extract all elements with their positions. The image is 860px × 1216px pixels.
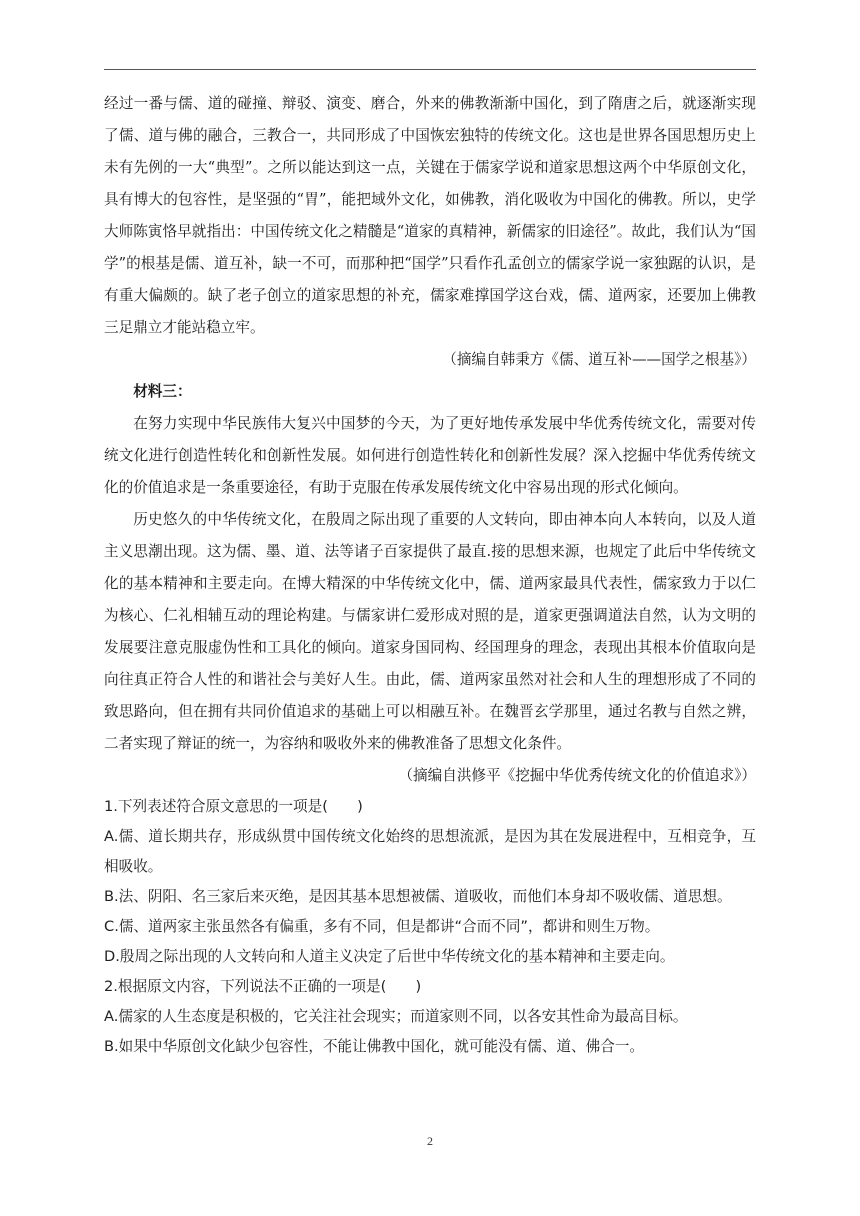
material3-source: （摘编自洪修平《挖掘中华优秀传统文化的价值追求》） (398, 767, 756, 784)
question-1-stem: 1.下列表述符合原文意思的一项是( ) (104, 798, 363, 815)
question-2-option-b: B.如果中华原创文化缺少包容性，不能让佛教中国化，就可能没有儒、道、佛合一。 (104, 1038, 645, 1055)
header-rule (104, 69, 756, 70)
question-1-option-a: A.儒、道长期共存，形成纵贯中国传统文化始终的思想流派，是因为其在发展进程中，互相竞争，互相吸收。 (104, 828, 756, 875)
material3-paragraph-1: 在努力实现中华民族伟大复兴中国梦的今天，为了更好地传承发展中华优秀传统文化，需要对传统文化进行创造性转化和创新性发展。如何进行创造性转化和创新性发展？深入挖掘中华优秀传统文化的价值追求是一条重要途径，有助于克服在传承发展传统文化中容易出现的形式化倾向。 (104, 415, 756, 496)
material2-paragraph: 经过一番与儒、道的碰撞、辩驳、演变、磨合，外来的佛教渐渐中国化，到了隋唐之后，就逐渐实现了儒、道与佛的融合，三教合一，共同形成了中国恢宏独特的传统文化。这也是世界各国思想历史上未有先例的一大“典型”。之所以能达到这一点，关键在于儒家学说和道家思想这两个中华原创文化，具有博大的包容性，是坚强的“胃”，能把域外文化，如佛教，消化吸收为中国化的佛教。所以，史学大师陈寅恪早就指出：中国传统文化之精髓是“道家的真精神，新儒家的旧途径”。故此，我们认为“国学”的根基是儒、道互补，缺一不可，而那种把“国学”只看作孔孟创立的儒家学说一家独踞的认识，是有重大偏颇的。缺了老子创立的道家思想的补充，儒家难撑国学这台戏，儒、道两家，还要加上佛教三足鼎立才能站稳立牢。 (104, 95, 756, 336)
material3-heading: 材料三： (133, 383, 192, 400)
question-2-stem: 2.根据原文内容，下列说法不正确的一项是( ) (104, 978, 422, 995)
question-1-option-b: B.法、阴阳、名三家后来灭绝，是因其基本思想被儒、道吸收，而他们本身却不吸收儒、道思想。 (104, 888, 732, 905)
page-number: 2 (427, 1134, 433, 1148)
question-2-option-a: A.儒家的人生态度是积极的，它关注社会现实；而道家则不同，以各安其性命为最高目标。 (104, 1008, 688, 1025)
material2-source: （摘编自韩秉方《儒、道互补——国学之根基》） (442, 351, 756, 368)
document-body (104, 88, 756, 1062)
question-1-option-c: C.儒、道两家主张虽然各有偏重，多有不同，但是都讲“合而不同”，都讲和则生万物。 (104, 918, 660, 935)
material3-paragraph-2: 历史悠久的中华传统文化，在殷周之际出现了重要的人文转向，即由神本向人本转向，以及人道主义思潮出现。这为儒、墨、道、法等诸子百家提供了最直.接的思想来源，也规定了此后中华传统文化的基本精神和主要走向。在博大精深的中华传统文化中，儒、道两家最具代表性，儒家致力于以仁为核心、仁礼相辅互动的理论构建。与儒家讲仁爱形成对照的是，道家更强调道法自然，认为文明的发展要注意克服虚伪性和工具化的倾向。道家身国同构、经国理身的理念，表现出其根本价值取向是向往真正符合人性的和谐社会与美好人生。由此，儒、道两家虽然对社会和人生的理想形成了不同的致思路向，但在拥有共同价值追求的基础上可以相融互补。在魏晋玄学那里，通过名教与自然之辨，二者实现了辩证的统一，为容纳和吸收外来的佛教准备了思想文化条件。 (104, 511, 756, 752)
question-1-option-d: D.殷周之际出现的人文转向和人道主义决定了后世中华传统文化的基本精神和主要走向。 (104, 948, 675, 965)
